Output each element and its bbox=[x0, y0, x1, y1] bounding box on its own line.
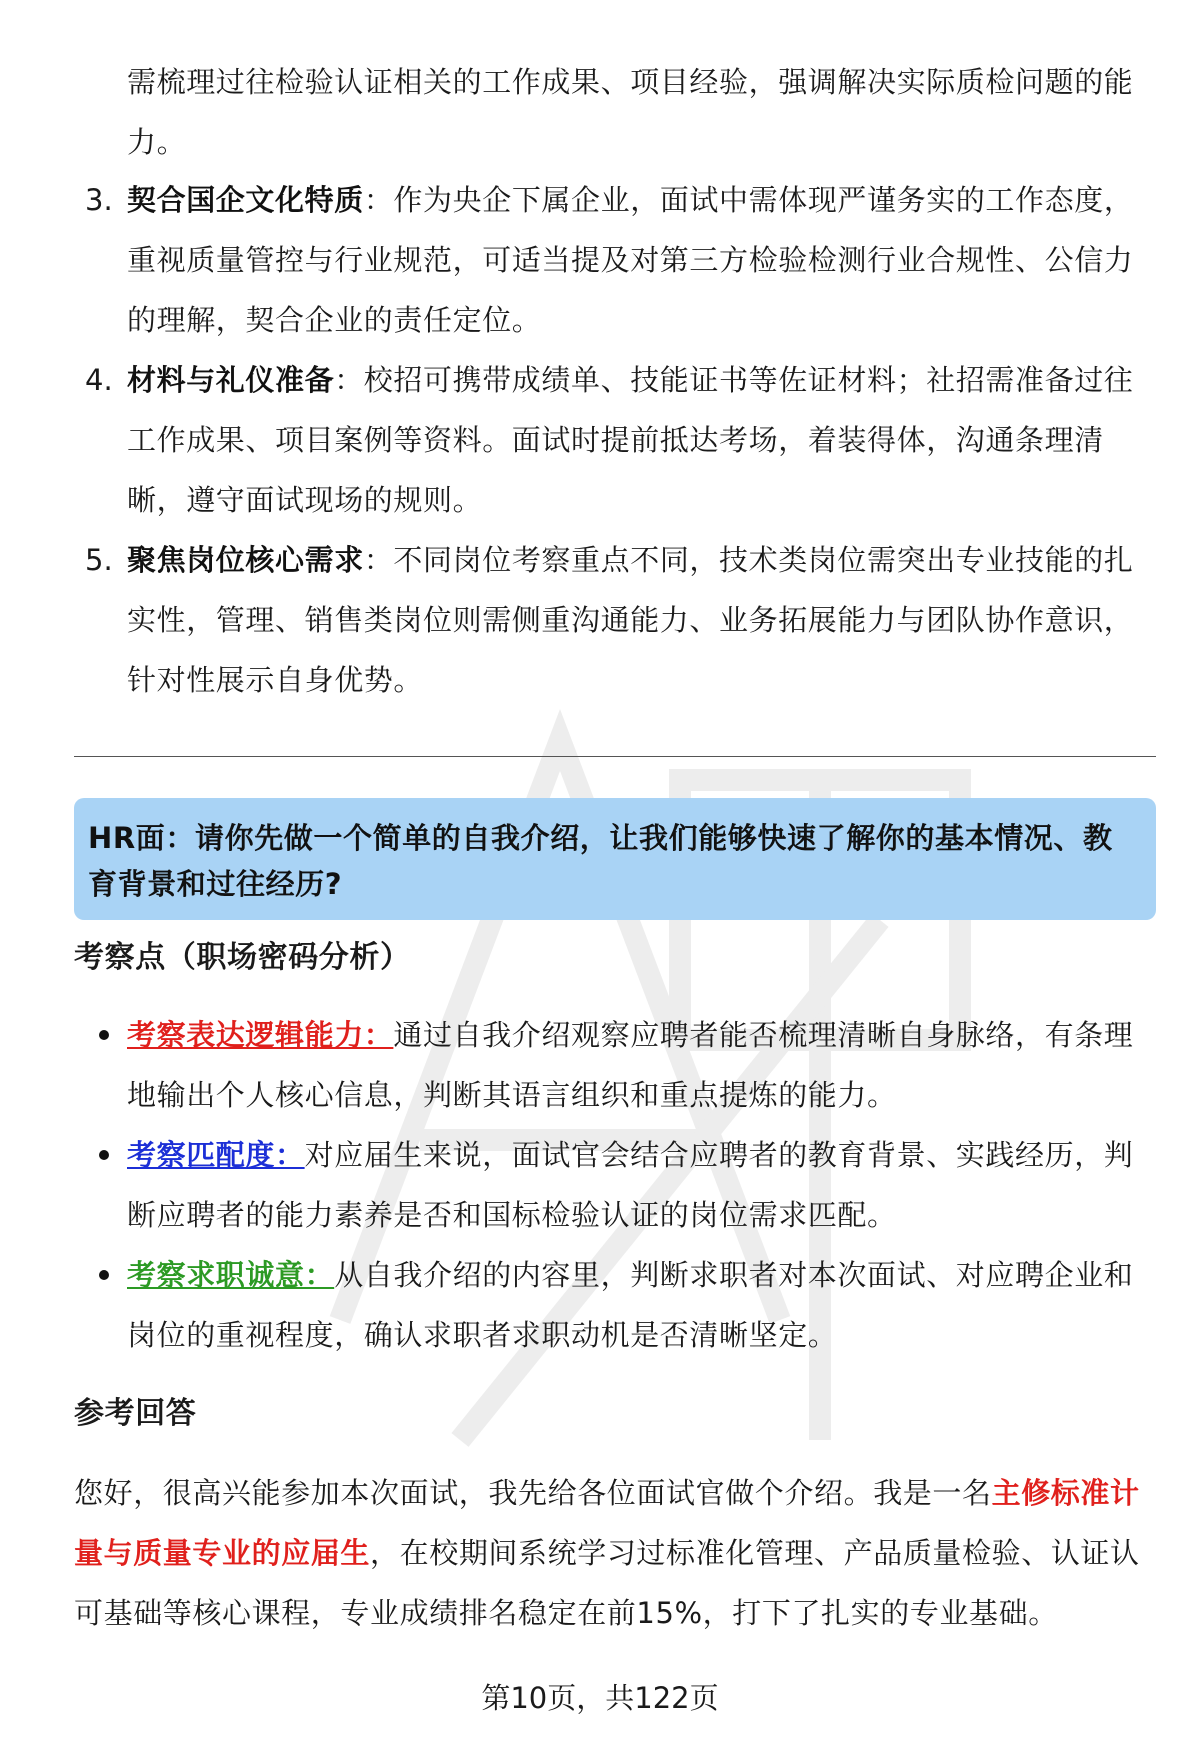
point-line bbox=[127, 1015, 1133, 1055]
list-item-line: 工作成果、项目案例等资料。面试时提前抵达考场，着装得体，沟通条理清 bbox=[127, 423, 1104, 457]
list-item-line bbox=[127, 360, 1133, 400]
answer-highlight: 主修标准计 bbox=[991, 1476, 1140, 1510]
answer-heading: 参考回答 bbox=[74, 1396, 197, 1431]
page-footer: 第10页，共122页 bbox=[481, 1681, 719, 1715]
continued-text-line: 力。 bbox=[127, 125, 187, 159]
answer-text: 您好，很高兴能参加本次面试，我先给各位面试官做个介绍。我是一名 bbox=[74, 1476, 992, 1510]
list-item-title: 契合国企文化特质 bbox=[127, 183, 364, 217]
answer-highlight: 量与质量专业的应届生 bbox=[74, 1536, 371, 1570]
list-item-title: 聚焦岗位核心需求 bbox=[127, 543, 364, 577]
point-text: 对应届生来说，面试官会结合应聘者的教育背景、实践经历，判 bbox=[304, 1138, 1134, 1172]
section-divider bbox=[74, 756, 1156, 757]
answer-line: 可基础等核心课程，专业成绩排名稳定在前15%，打下了扎实的专业基础。 bbox=[74, 1596, 1058, 1630]
point-text: 从自我介绍的内容里，判断求职者对本次面试、对应聘企业和 bbox=[334, 1258, 1134, 1292]
list-item-line: 晰，遵守面试现场的规则。 bbox=[127, 483, 483, 517]
point-line: 地输出个人核心信息，判断其语言组织和重点提炼的能力。 bbox=[127, 1078, 897, 1112]
list-number: 5. bbox=[85, 543, 113, 577]
list-number: 3. bbox=[85, 183, 113, 217]
point-label: 考察表达逻辑能力： bbox=[127, 1018, 394, 1052]
list-item-line: 针对性展示自身优势。 bbox=[127, 663, 424, 697]
point-label: 考察求职诚意： bbox=[127, 1258, 335, 1292]
point-line: 断应聘者的能力素养是否和国标检验认证的岗位需求匹配。 bbox=[127, 1198, 897, 1232]
bullet-icon bbox=[99, 1270, 109, 1280]
list-item-line bbox=[127, 180, 1133, 220]
list-item-text: ：作为央企下属企业，面试中需体现严谨务实的工作态度， bbox=[363, 183, 1134, 217]
bullet-icon bbox=[99, 1150, 109, 1160]
bullet-icon bbox=[99, 1030, 109, 1040]
list-item-line: 实性，管理、销售类岗位则需侧重沟通能力、业务拓展能力与团队协作意识， bbox=[127, 603, 1134, 637]
list-item-text: ：校招可携带成绩单、技能证书等佐证材料；社招需准备过往 bbox=[334, 363, 1134, 397]
answer-text: ，在校期间系统学习过标准化管理、产品质量检验、认证认 bbox=[370, 1536, 1140, 1570]
point-line bbox=[127, 1135, 1133, 1175]
question-line: HR面：请你先做一个简单的自我介绍，让我们能够快速了解你的基本情况、教 bbox=[88, 821, 1113, 855]
list-item-line: 重视质量管控与行业规范，可适当提及对第三方检验检测行业合规性、公信力 bbox=[127, 243, 1134, 277]
answer-line bbox=[74, 1533, 1140, 1573]
point-label: 考察匹配度： bbox=[127, 1138, 305, 1172]
list-item-line bbox=[127, 540, 1133, 580]
point-line bbox=[127, 1255, 1133, 1295]
list-item-title: 材料与礼仪准备 bbox=[127, 363, 335, 397]
point-text: 通过自我介绍观察应聘者能否梳理清晰自身脉络，有条理 bbox=[393, 1018, 1134, 1052]
list-item-line: 的理解，契合企业的责任定位。 bbox=[127, 303, 542, 337]
answer-line bbox=[74, 1473, 1140, 1513]
question-line: 育背景和过往经历? bbox=[88, 867, 343, 901]
list-number: 4. bbox=[85, 363, 113, 397]
continued-text-line: 需梳理过往检验认证相关的工作成果、项目经验，强调解决实际质检问题的能 bbox=[127, 65, 1134, 99]
points-heading: 考察点（职场密码分析） bbox=[74, 940, 411, 975]
list-item-text: ：不同岗位考察重点不同，技术类岗位需突出专业技能的扎 bbox=[363, 543, 1134, 577]
point-line: 岗位的重视程度，确认求职者求职动机是否清晰坚定。 bbox=[127, 1318, 838, 1352]
